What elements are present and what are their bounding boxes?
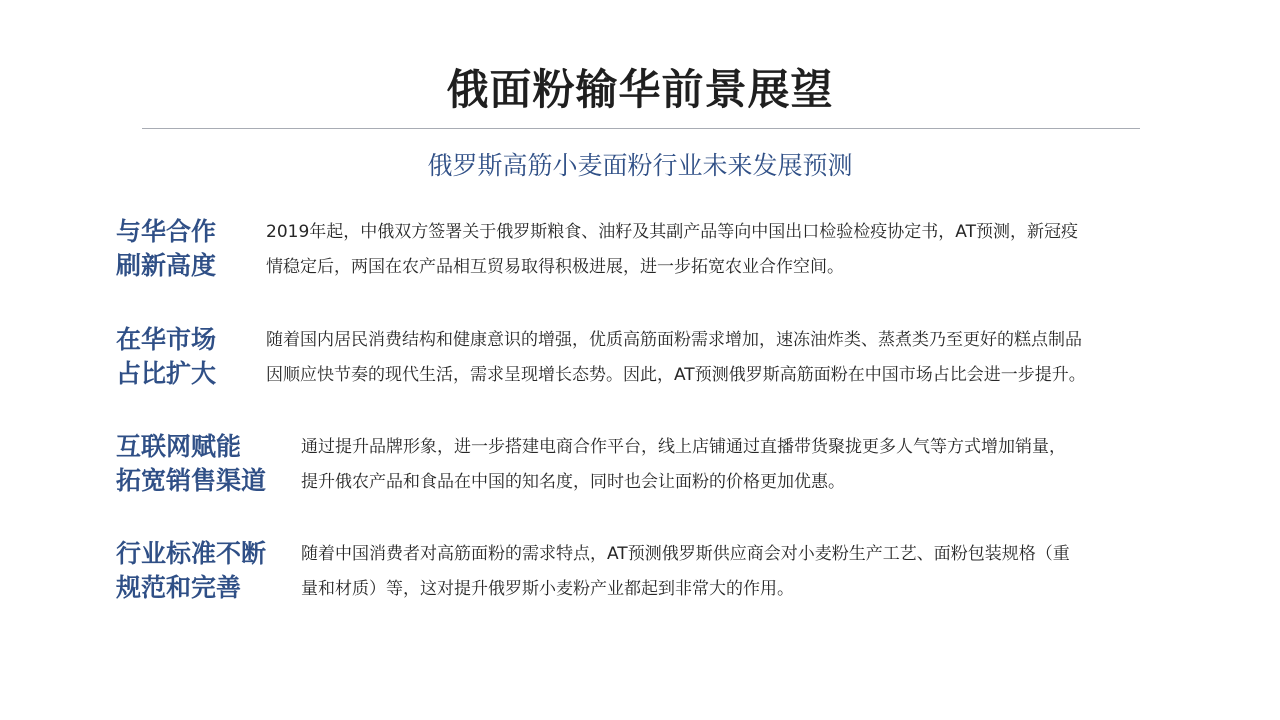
page-title: 俄面粉输华前景展望 (446, 65, 834, 114)
section-body (266, 323, 1086, 393)
section-body-line: 随着国内居民消费结构和健康意识的增强，优质高筋面粉需求增加，速冻油炸类、蒸煮类乃至更好的糕点制品 (266, 330, 1082, 350)
section-heading-line: 互联网赋能 (116, 432, 242, 461)
section-heading (116, 537, 266, 605)
section-heading-line: 占比扩大 (116, 359, 217, 388)
section-body (301, 537, 1070, 607)
section-body-line: 量和材质）等，这对提升俄罗斯小麦粉产业都起到非常大的作用。 (301, 579, 794, 599)
page-subtitle: 俄罗斯高筋小麦面粉行业未来发展预测 (427, 151, 853, 180)
section-body-line: 2019年起，中俄双方签署关于俄罗斯粮食、油籽及其副产品等向中国出口检验检疫协定书，AT预测，新冠疫 (266, 222, 1078, 242)
title-divider (142, 128, 1140, 129)
section-heading-line: 规范和完善 (116, 573, 242, 602)
section-body (301, 430, 1066, 500)
section-heading (116, 215, 216, 283)
section-heading-line: 在华市场 (116, 325, 217, 354)
section-heading-line: 行业标准不断 (116, 539, 267, 568)
section-heading (116, 430, 266, 498)
section-body-line: 通过提升品牌形象，进一步搭建电商合作平台，线上店铺通过直播带货聚拢更多人气等方式增加销量， (301, 437, 1066, 457)
section-body-line: 因顺应快节奏的现代生活，需求呈现增长态势。因此，AT预测俄罗斯高筋面粉在中国市场占比会进一步提升。 (266, 365, 1086, 385)
section-heading-line: 拓宽销售渠道 (116, 466, 267, 495)
section-body-line: 随着中国消费者对高筋面粉的需求特点，AT预测俄罗斯供应商会对小麦粉生产工艺、面粉包装规格（重 (301, 544, 1070, 564)
section-heading-line: 刷新高度 (116, 251, 217, 280)
section-body-line: 情稳定后，两国在农产品相互贸易取得积极进展，进一步拓宽农业合作空间。 (266, 257, 844, 277)
section-body (266, 215, 1078, 285)
section-heading-line: 与华合作 (116, 217, 217, 246)
section-heading (116, 323, 216, 391)
section-body-line: 提升俄农产品和食品在中国的知名度，同时也会让面粉的价格更加优惠。 (301, 472, 845, 492)
